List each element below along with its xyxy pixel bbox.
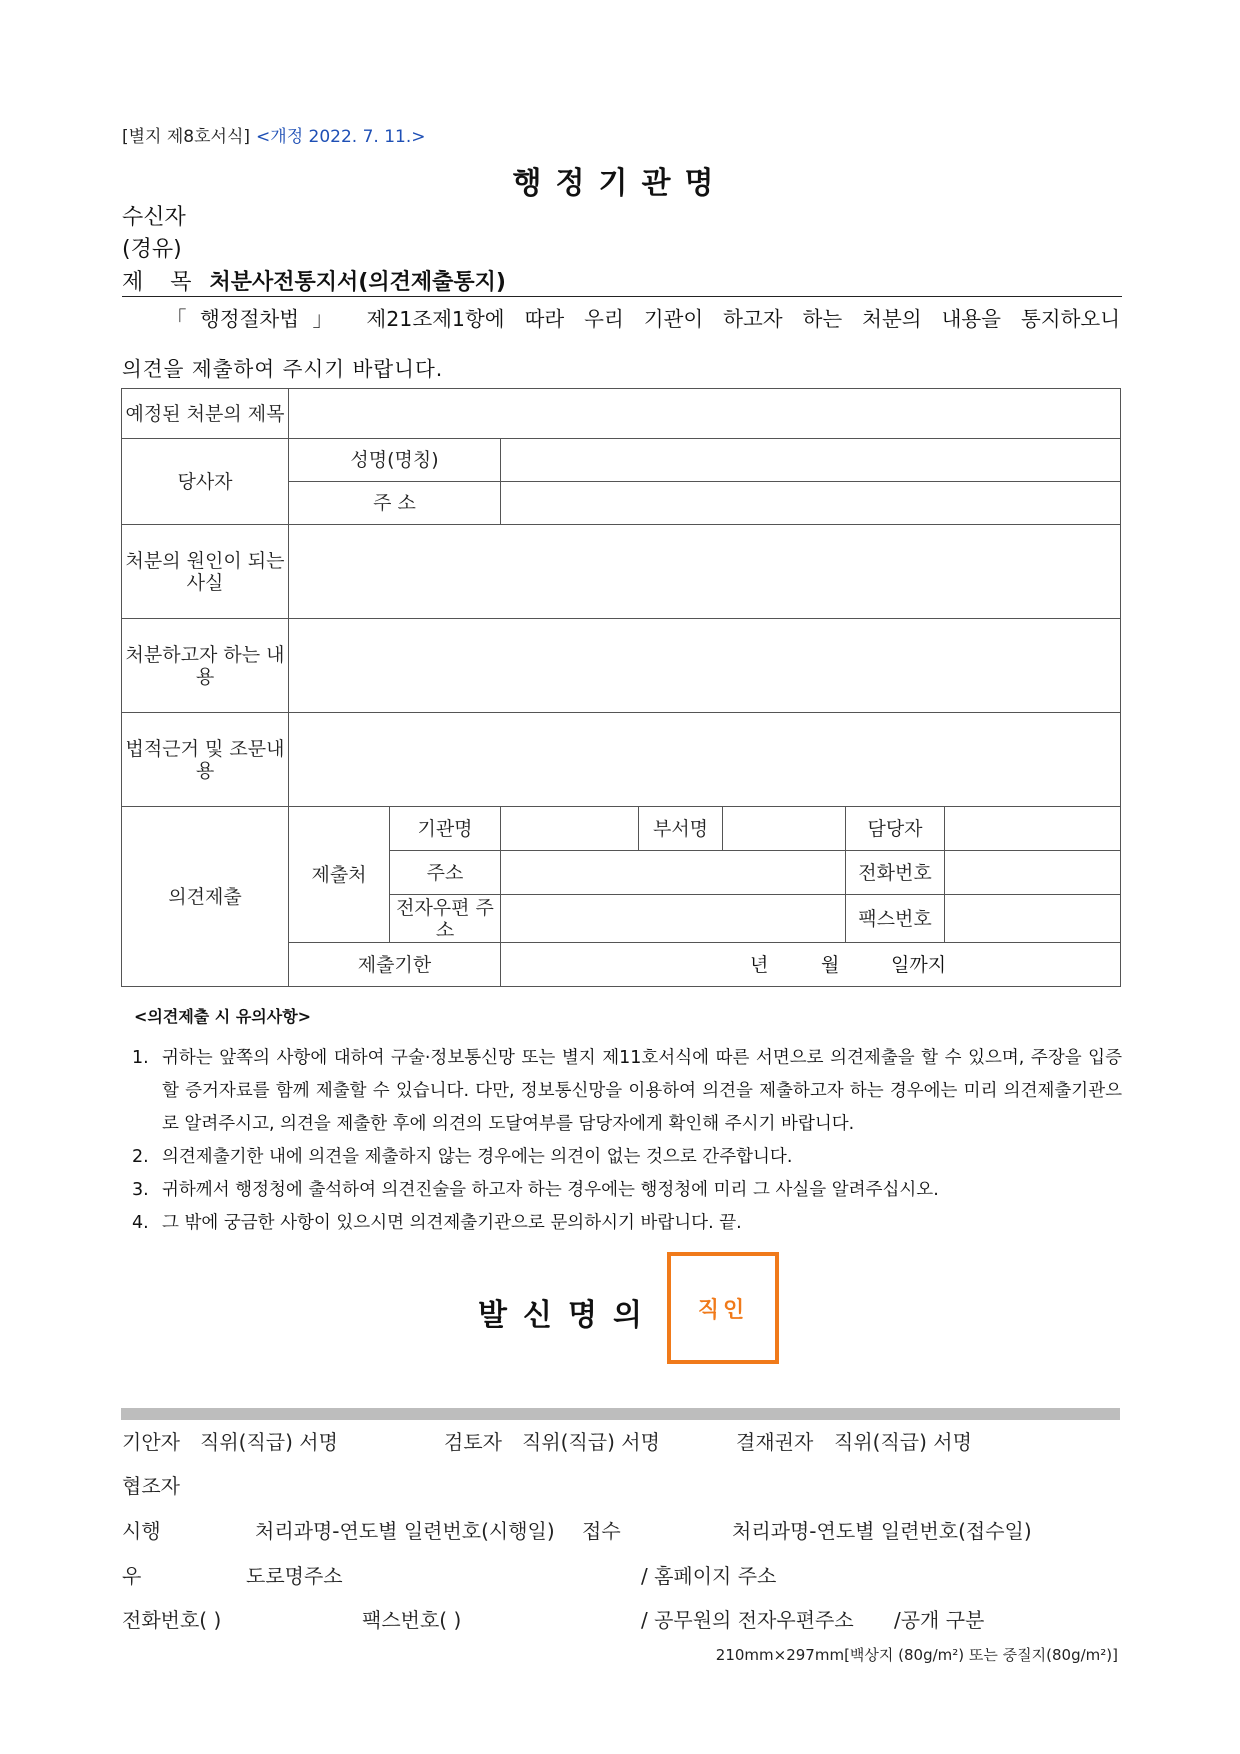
subject-divider bbox=[122, 296, 1122, 297]
drafter-position: 직위(직급) 서명 bbox=[200, 1430, 338, 1454]
receipt-number: 처리과명-연도별 일련번호(접수일) bbox=[732, 1519, 1032, 1543]
recipient-label: 수신자 bbox=[122, 205, 186, 230]
disclosure-type: /공개 구분 bbox=[894, 1608, 985, 1632]
cause-facts-field[interactable] bbox=[289, 525, 1121, 619]
cooperator-label: 협조자 bbox=[122, 1474, 180, 1498]
note-number: 2. bbox=[132, 1147, 149, 1167]
deadline-field[interactable] bbox=[501, 943, 1121, 987]
enforce-number: 처리과명-연도별 일련번호(시행일) bbox=[255, 1519, 555, 1543]
approver-position: 직위(직급) 서명 bbox=[834, 1430, 972, 1454]
legal-basis-label: 법적근거 및 조문내용 bbox=[122, 713, 289, 807]
submit-to-label: 제출처 bbox=[289, 807, 390, 943]
note-item bbox=[132, 1207, 1122, 1240]
party-name-field[interactable] bbox=[501, 439, 1121, 482]
note-number: 1. bbox=[132, 1048, 149, 1068]
seal-text: 직인 bbox=[697, 1296, 749, 1323]
form-number-label: [별지 제8호서식] bbox=[122, 127, 251, 147]
cause-facts-label: 처분의 원인이 되는 사실 bbox=[122, 525, 289, 619]
department-label: 부서명 bbox=[639, 807, 723, 851]
official-seal bbox=[667, 1252, 779, 1364]
officer-field[interactable] bbox=[945, 807, 1121, 851]
note-number: 3. bbox=[132, 1180, 149, 1200]
deadline-day: 일까지 bbox=[891, 953, 947, 976]
agency-field[interactable] bbox=[501, 807, 639, 851]
notes-list bbox=[132, 1042, 1122, 1240]
note-text: 의견제출기한 내에 의견을 제출하지 않는 경우에는 의견이 없는 것으로 간주합니다. bbox=[162, 1147, 793, 1167]
party-name-label: 성명(명칭) bbox=[289, 439, 501, 482]
fax-field[interactable] bbox=[945, 895, 1121, 943]
note-item bbox=[132, 1141, 1122, 1174]
submit-address-field[interactable] bbox=[501, 851, 846, 895]
officer-label: 담당자 bbox=[846, 807, 945, 851]
intro-line-1: 「행정절차법」 제21조제1항에 따라 우리 기관이 하고자 하는 처분의 내용을 통지하오니 bbox=[166, 307, 1120, 331]
agency-name-title: 행정기관명 bbox=[512, 166, 728, 201]
deadline-label: 제출기한 bbox=[289, 943, 501, 987]
party-label: 당사자 bbox=[122, 439, 289, 525]
opinion-submission-label: 의견제출 bbox=[122, 807, 289, 987]
subject-value: 처분사전통지서(의견제출통지) bbox=[209, 270, 506, 295]
paper-size: 210mm×297mm[백상지 (80g/m²) 또는 중질지(80g/m²)] bbox=[715, 1646, 1118, 1664]
intended-content-field[interactable] bbox=[289, 619, 1121, 713]
drafter-label: 기안자 bbox=[122, 1430, 180, 1454]
planned-title-field[interactable] bbox=[289, 389, 1121, 439]
planned-title-label: 예정된 처분의 제목 bbox=[122, 389, 289, 439]
homepage-address: / 홈페이지 주소 bbox=[641, 1564, 777, 1588]
email-label: 전자우편 주소 bbox=[390, 895, 501, 943]
note-text: 귀하는 앞쪽의 사항에 대하여 구술·정보통신망 또는 별지 제11호서식에 따른 서면으로 의견제출을 할 수 있으며, 주장을 입증할 증거자료를 함께 제출할 수 있습니다. 다만, 정보통신망을 이용하여 의견을 제출하고자 하는 경우에는 미리 의견제출기관으로 알려주시고, 의견을 제출한 후에 의견의 도달여부를 담당자에게 확인해 주시기 바랍니다. bbox=[162, 1048, 1122, 1134]
postal-label: 우 bbox=[122, 1564, 142, 1588]
subject-line bbox=[122, 265, 506, 296]
email-field[interactable] bbox=[501, 895, 846, 943]
phone-field[interactable] bbox=[945, 851, 1121, 895]
department-field[interactable] bbox=[723, 807, 846, 851]
receipt-label: 접수 bbox=[582, 1519, 621, 1543]
subject-label: 제 목 bbox=[122, 270, 202, 295]
note-text: 귀하께서 행정청에 출석하여 의견진술을 하고자 하는 경우에는 행정청에 미리 그 사실을 알려주십시오. bbox=[162, 1180, 939, 1200]
party-address-label: 주 소 bbox=[289, 482, 501, 525]
legal-basis-field[interactable] bbox=[289, 713, 1121, 807]
sender-name: 발신명의 bbox=[478, 1298, 658, 1333]
phone-label: 전화번호 bbox=[846, 851, 945, 895]
via-label: (경유) bbox=[122, 237, 182, 262]
revision-date: <개정 2022. 7. 11.> bbox=[256, 127, 426, 147]
fax-label: 팩스번호 bbox=[846, 895, 945, 943]
form-number bbox=[122, 122, 426, 147]
deadline-year: 년 bbox=[750, 953, 769, 976]
footer-divider bbox=[121, 1408, 1120, 1420]
reviewer-position: 직위(직급) 서명 bbox=[522, 1430, 660, 1454]
note-number: 4. bbox=[132, 1213, 149, 1233]
note-text: 그 밖에 궁금한 사항이 있으시면 의견제출기관으로 문의하시기 바랍니다. 끝. bbox=[162, 1213, 742, 1233]
agency-label: 기관명 bbox=[390, 807, 501, 851]
notes-title: <의견제출 시 유의사항> bbox=[134, 1007, 312, 1026]
deadline-month: 월 bbox=[821, 953, 840, 976]
notice-table bbox=[121, 388, 1121, 987]
party-address-field[interactable] bbox=[501, 482, 1121, 525]
submit-address-label: 주소 bbox=[390, 851, 501, 895]
intended-content-label: 처분하고자 하는 내용 bbox=[122, 619, 289, 713]
footer-fax: 팩스번호( ) bbox=[362, 1608, 462, 1632]
note-item bbox=[132, 1042, 1122, 1141]
note-item bbox=[132, 1174, 1122, 1207]
official-email: / 공무원의 전자우편주소 bbox=[641, 1608, 854, 1632]
approver-label: 결재권자 bbox=[736, 1430, 814, 1454]
enforce-label: 시행 bbox=[122, 1519, 161, 1543]
road-address: 도로명주소 bbox=[246, 1564, 343, 1588]
intro-line-2: 의견을 제출하여 주시기 바랍니다. bbox=[122, 357, 444, 381]
reviewer-label: 검토자 bbox=[444, 1430, 502, 1454]
footer-phone: 전화번호( ) bbox=[122, 1608, 222, 1632]
